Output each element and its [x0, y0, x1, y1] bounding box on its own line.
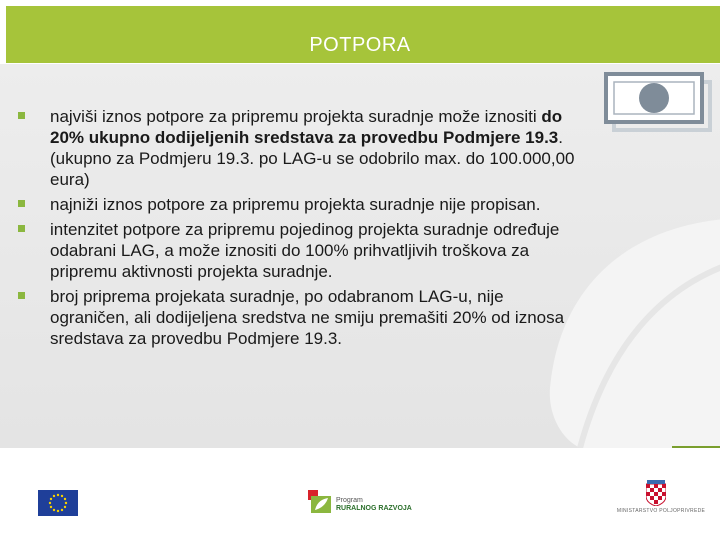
slide-title: POTPORA	[309, 34, 411, 56]
list-item: intenzitet potpore za pripremu pojedinog projekta suradnje određuje odabrani LAG, a može iznositi do 100% prihvatljivih troškova za pripremu aktivnosti projekta suradnje.	[18, 219, 578, 282]
bullet-marker	[18, 200, 25, 207]
croatia-coat-of-arms	[646, 480, 666, 506]
eu-flag-icon	[38, 490, 78, 516]
footer	[0, 448, 720, 540]
list-item: najviši iznos potpore za pripremu projekta suradnje može iznositi do 20% ukupno dodijeljenih sredstava za provedbu Podmjere 19.3. (ukupno za Podmjeru 19.3. po LAG-u se odobrilo max. do 100.000,00 eura)	[18, 106, 578, 190]
bold-emphasis: do 20% ukupno dodijeljenih sredstava za provedbu Podmjere 19.3	[50, 107, 563, 147]
bullet-marker	[18, 225, 25, 232]
ministry-label: MINISTARSTVO POLJOPRIVREDE	[616, 508, 706, 514]
bullet-marker	[18, 112, 25, 119]
list-item: broj priprema projekata suradnje, po odabranom LAG-u, nije ograničen, ali dodijeljena sredstva ne smiju premašiti 20% od iznosa sredstava za provedbu Podmjere 19.3.	[18, 286, 578, 349]
bullet-list	[18, 106, 578, 353]
program-text: Program RURALNOG RAZVOJA	[336, 497, 412, 512]
rural-development-logo	[308, 490, 332, 514]
bullet-marker	[18, 292, 25, 299]
list-item: najniži iznos potpore za pripremu projekta suradnje nije propisan.	[18, 194, 578, 215]
slide-header	[0, 0, 720, 64]
banknotes-icon	[604, 72, 712, 132]
